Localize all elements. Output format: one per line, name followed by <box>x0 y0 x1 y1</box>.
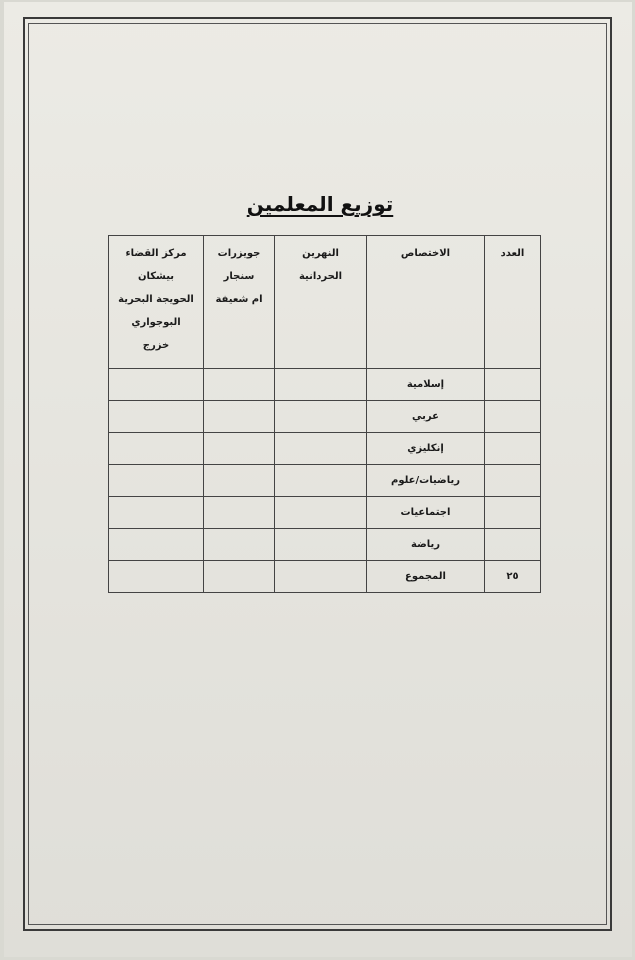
cell-nahrain <box>275 369 367 401</box>
cell-jwizrat <box>204 529 275 561</box>
cell-jwizrat <box>204 401 275 433</box>
header-specialty: الاختصاص <box>367 236 485 369</box>
header-nahrain: النهرين الحردانية <box>275 236 367 369</box>
cell-total-count: ٢٥ <box>485 561 541 593</box>
teacher-distribution-table <box>108 235 541 593</box>
cell-nahrain <box>275 465 367 497</box>
cell-nahrain <box>275 529 367 561</box>
cell-jwizrat <box>204 465 275 497</box>
cell-specialty: اجتماعيات <box>367 497 485 529</box>
cell-markaz <box>109 561 204 593</box>
cell-count <box>485 497 541 529</box>
cell-total-label: المجموع <box>367 561 485 593</box>
cell-markaz <box>109 497 204 529</box>
cell-nahrain <box>275 433 367 465</box>
page-title: توزيع المعلمين <box>246 192 394 216</box>
table-row <box>109 465 541 497</box>
cell-count <box>485 369 541 401</box>
cell-markaz <box>109 369 204 401</box>
table-row <box>109 529 541 561</box>
cell-nahrain <box>275 497 367 529</box>
table-row <box>109 433 541 465</box>
cell-nahrain <box>275 561 367 593</box>
cell-markaz <box>109 433 204 465</box>
cell-markaz <box>109 401 204 433</box>
table-row <box>109 369 541 401</box>
cell-nahrain <box>275 401 367 433</box>
header-count: العدد <box>485 236 541 369</box>
cell-jwizrat <box>204 497 275 529</box>
cell-specialty: إسلامية <box>367 369 485 401</box>
header-markaz: مركز القضاء بيشكان الحويجة البحرية البوجواري خزرج <box>109 236 204 369</box>
table-header-row <box>109 236 541 369</box>
cell-specialty: رياضة <box>367 529 485 561</box>
table-total-row <box>109 561 541 593</box>
cell-jwizrat <box>204 561 275 593</box>
cell-markaz <box>109 465 204 497</box>
header-jwizrat: جويزرات سنجار ام شعيفة <box>204 236 275 369</box>
cell-count <box>485 529 541 561</box>
cell-specialty: إنكليزي <box>367 433 485 465</box>
table-row <box>109 497 541 529</box>
cell-count <box>485 401 541 433</box>
cell-jwizrat <box>204 369 275 401</box>
table-row <box>109 401 541 433</box>
cell-jwizrat <box>204 433 275 465</box>
cell-count <box>485 433 541 465</box>
cell-specialty: عربي <box>367 401 485 433</box>
cell-markaz <box>109 529 204 561</box>
cell-count <box>485 465 541 497</box>
cell-specialty: رياضيات/علوم <box>367 465 485 497</box>
